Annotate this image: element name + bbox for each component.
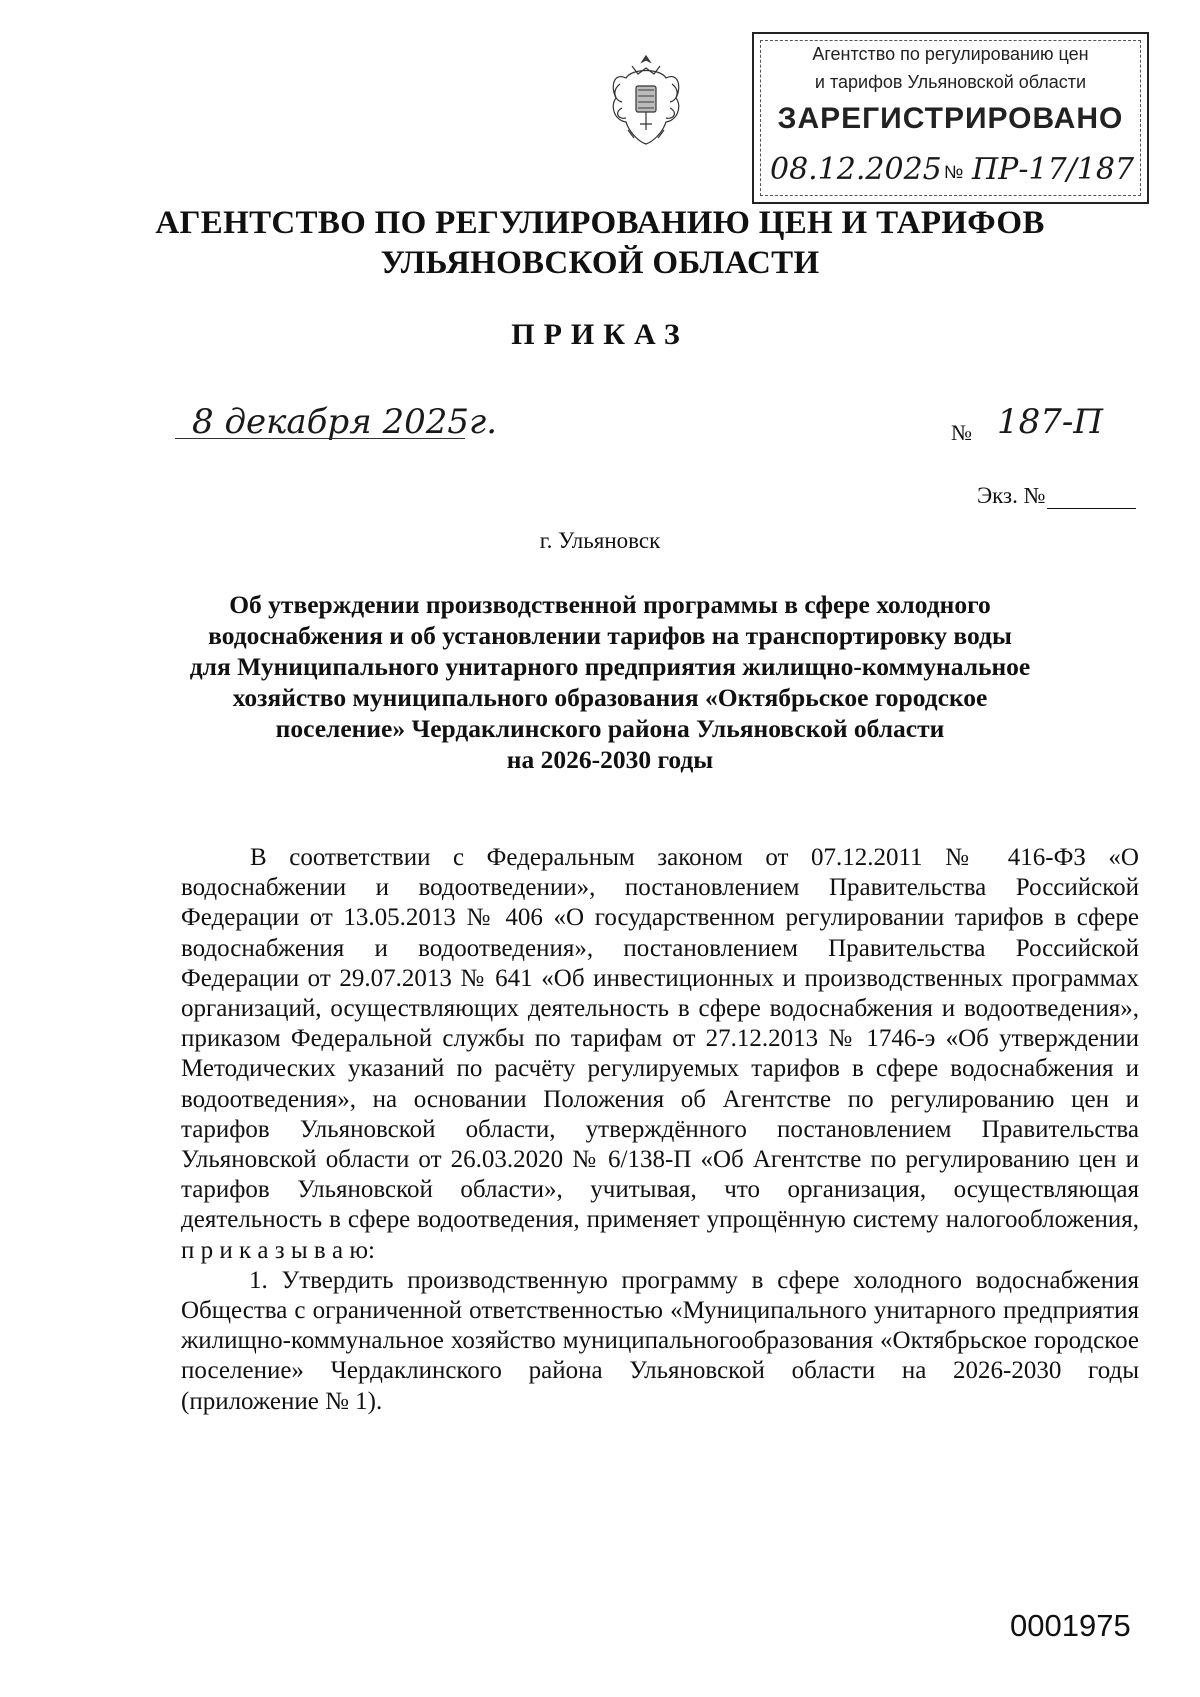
subject-line: для Муниципального унитарного предприятия жилищно-коммунальное: [189, 652, 1031, 681]
stamp-agency-line2: и тарифов Ульяновской области: [814, 72, 1087, 92]
order-number-handwritten: 187-П: [997, 402, 1104, 442]
preamble-paragraph: В соответствии с Федеральным законом от 07.12.2011 № 416-ФЗ «О водоснабжении и водоотведении», постановлением Правительства Российской Федерации от 13.05.2013 № 406 «О государственном регулировании тарифов в сфере водоснабжения и водоотведения», постановлением Правительства Российской Федерации от 29.07.2013 № 641 «Об инвестиционных и производственных программах организаций, осуществляющих деятельность в сфере водоснабжения и водоотведения», приказом Федеральной службы по тарифам от 27.12.2013 № 1746-э «Об утверждении Методических указаний по расчёту регулируемых тарифов в сфере водоснабжения и водоотведения», на основании Положения об Агентстве по регулированию цен и тарифов Ульяновской области, утверждённого постановлением Правительства Ульяновской области от 26.03.2020 № 6/138-П «Об Агентстве по регулированию цен и тарифов Ульяновской области», учитывая, что организация, осуществляющая деятельность в сфере водоотведения, применяет упрощённую систему налогообложения, п р и к а з ы в а ю:: [181, 844, 1139, 1264]
stamp-status: ЗАРЕГИСТРИРОВАНО: [777, 102, 1124, 135]
stamp-date-handwritten: 08.12.2025: [770, 152, 942, 187]
order-body: [181, 843, 1139, 1417]
page-serial-number: 0001975: [1010, 1608, 1131, 1643]
coat-of-arms-emblem: [604, 50, 688, 150]
order-item-1: 1. Утвердить производственную программу в сфере холодного водоснабжения Общества с ограниченной ответственностью «Муниципального унитарного предприятия жилищно-коммунальное хозяйство муниципальногообразования «Октябрьское городское поселение» Чердаклинского района Ульяновской области на 2026-2030 годы (приложение № 1).: [181, 1266, 1139, 1415]
agency-name-line2: УЛЬЯНОВСКОЙ ОБЛАСТИ: [380, 245, 820, 281]
document-type-title: ПРИКАЗ: [511, 318, 689, 351]
order-number-label: №: [951, 420, 972, 445]
stamp-number-sign: №: [944, 162, 964, 182]
subject-line: водоснабжения и об установлении тарифов на транспортировку воды: [208, 621, 1012, 650]
subject-line: поселение» Чердаклинского района Ульяновской области: [275, 714, 945, 743]
agency-name: [0, 203, 1200, 283]
stamp-number-handwritten: ПР-17/187: [972, 152, 1135, 187]
copy-number-label: Экз. №: [977, 483, 1046, 508]
copy-number-blank-line: [1047, 508, 1136, 509]
order-subject-heading: [160, 589, 1060, 775]
registration-stamp: [752, 32, 1149, 204]
order-date-underline: [175, 438, 465, 439]
agency-name-line1: АГЕНТСТВО ПО РЕГУЛИРОВАНИЮ ЦЕН И ТАРИФОВ: [155, 205, 1045, 241]
subject-line: хозяйство муниципального образования «Октябрьское городское: [232, 683, 988, 712]
stamp-agency-line1: Агентство по регулированию цен: [812, 44, 1089, 64]
subject-line: на 2026-2030 годы: [506, 745, 714, 774]
city: г. Ульяновск: [539, 528, 661, 553]
subject-line: Об утверждении производственной программы в сфере холодного: [229, 590, 991, 619]
order-date-handwritten: 8 декабря 2025г.: [192, 402, 498, 442]
